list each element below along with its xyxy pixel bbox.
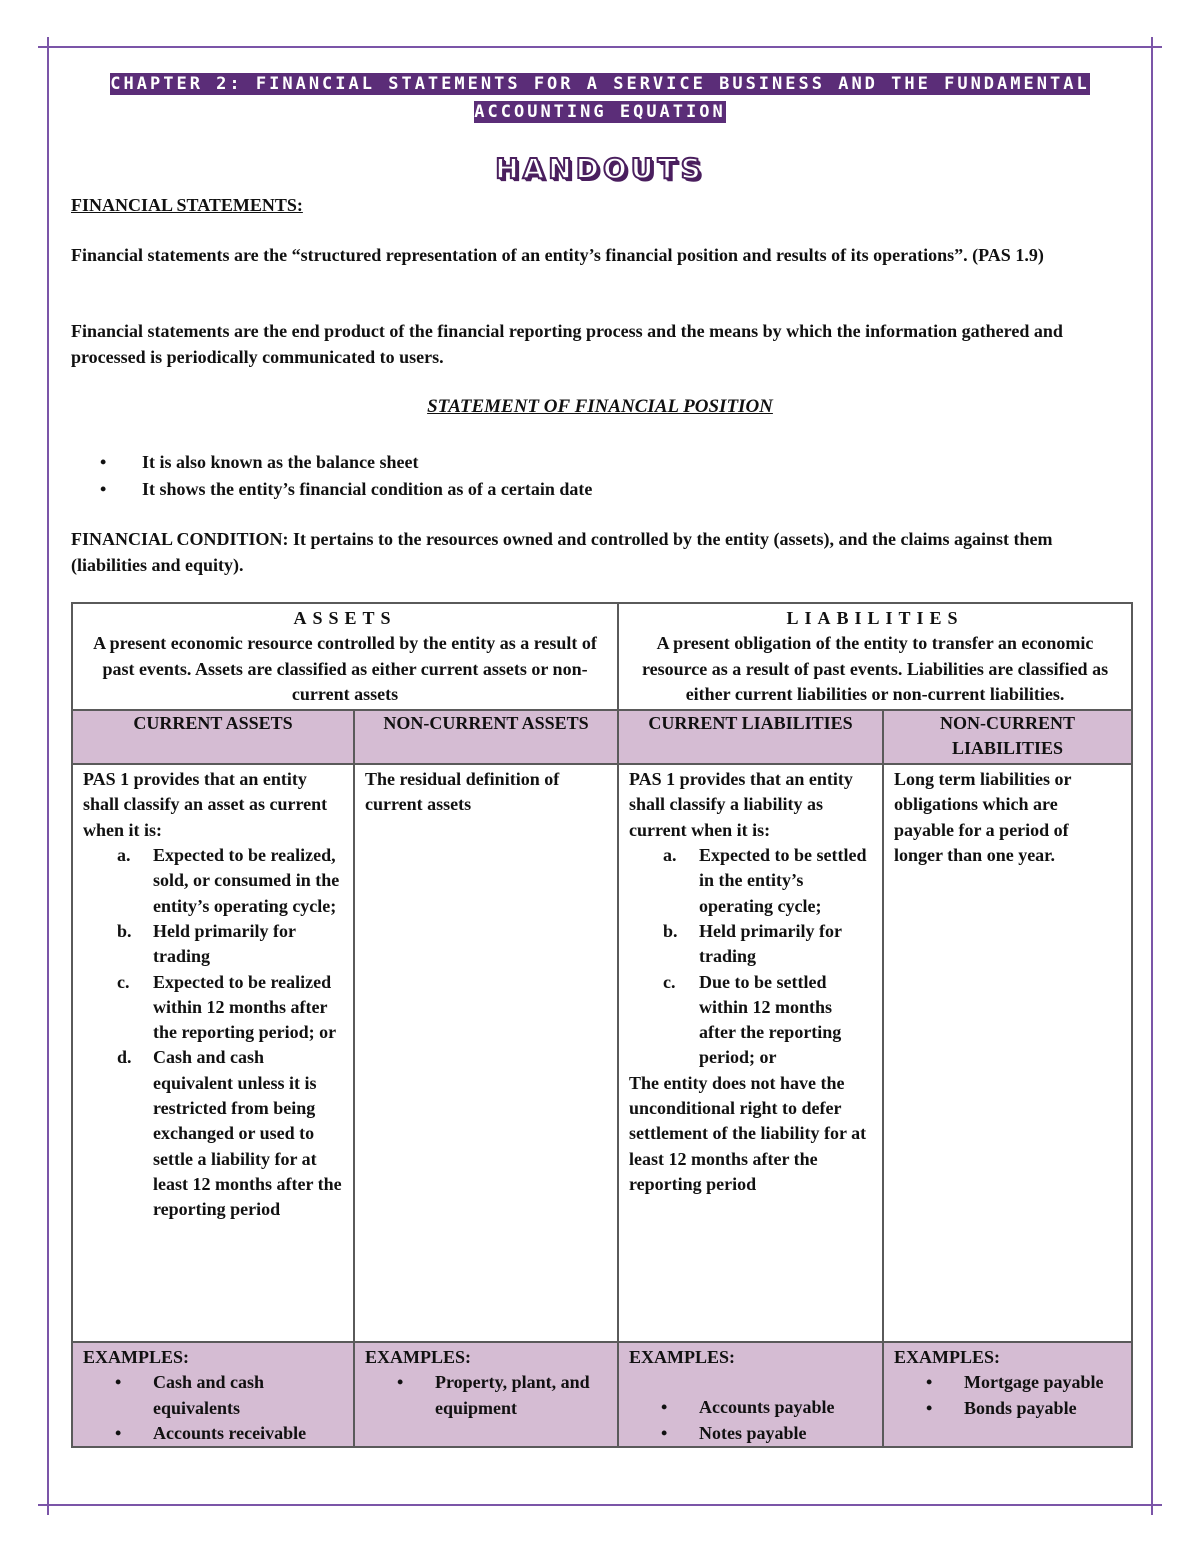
examples-list [894,1370,1121,1421]
list-item-text: Held primarily for trading [699,920,842,967]
list-item: • Mortgage payable [894,1370,1121,1395]
financial-condition-paragraph [71,527,1131,578]
column-header-noncurrent-assets: NON-CURRENT ASSETS [354,710,618,764]
current-liabilities-intro: PAS 1 provides that an entity shall classify a liability as current when it is: [629,769,853,840]
list-item-text: Due to be settled within 12 months after the reporting period; or [699,971,842,1068]
examples-label: EXAMPLES: [629,1347,736,1368]
list-marker: b. [117,920,132,941]
list-marker: d. [117,1047,132,1068]
list-item [647,843,872,919]
assets-definition: A present economic resource controlled by the entity as a result of past events. Assets are classified as either current assets or non-current assets [93,633,597,704]
table-row [72,764,1132,1342]
noncurrent-liabilities-cell [883,764,1132,1342]
examples-noncurrent-liabilities-cell [883,1342,1132,1447]
list-item-text: Held primarily for trading [153,920,296,967]
examples-list [629,1395,872,1446]
table-row [72,710,1132,764]
current-assets-cell [72,764,354,1342]
corner-mark-tl-v [47,37,49,47]
examples-label: EXAMPLES: [365,1347,472,1368]
examples-label: EXAMPLES: [894,1347,1001,1368]
corner-mark-br [1152,1504,1162,1506]
list-item-text: Expected to be realized within 12 months after the reporting period; or [153,971,337,1043]
list-marker: c. [663,971,676,992]
list-item-text: Expected to be settled in the entity’s operating cycle; [699,845,867,916]
end-product-paragraph: Financial statements are the end product of the financial reporting process and the means by which the information gathered and processed is periodically communicated to users. [71,321,1063,367]
corner-mark-tr-v [1151,37,1153,47]
noncurrent-assets-cell [354,764,618,1342]
list-item [101,970,343,1046]
financial-condition-text: It pertains to the resources owned and controlled by the entity (assets), and the claims against them (liabilities and equity). [71,529,1053,575]
current-liabilities-outro: The entity does not have the unconditional right to defer settlement of the liability for at least 12 months after the reporting period [629,1072,867,1194]
list-item: • It shows the entity’s financial condition as of a certain date [100,476,592,503]
examples-label: EXAMPLES: [83,1347,190,1368]
current-assets-intro: PAS 1 provides that an entity shall classify an asset as current when it is: [83,769,328,840]
list-item: • Cash and cash equivalents [83,1370,343,1421]
liabilities-header-cell [618,603,1132,710]
examples-list [83,1370,343,1446]
list-item [647,919,872,970]
current-liabilities-criteria [647,843,872,1071]
list-item [101,919,343,970]
chapter-title-line2: ACCOUNTING EQUATION [474,102,726,122]
current-assets-criteria [101,843,343,1222]
examples-noncurrent-assets-cell [354,1342,618,1447]
list-item: • It is also known as the balance sheet [100,449,592,476]
list-item [101,1045,343,1222]
current-liabilities-cell [618,764,883,1342]
list-item: • Bonds payable [894,1396,1121,1421]
list-item: • Notes payable [629,1421,872,1446]
liabilities-title: LIABILITIES [786,608,964,628]
assets-header-cell [72,603,618,710]
noncurrent-assets-text: The residual definition of current assets [365,769,560,815]
column-header-current-liabilities: CURRENT LIABILITIES [618,710,883,764]
examples-list [365,1370,607,1421]
financial-statements-section [71,193,1131,219]
noncurrent-liabilities-text: Long term liabilities or obligations which are payable for a period of longer than one year. [894,769,1072,866]
sofp-bullets [100,449,592,503]
examples-current-liabilities-cell [618,1342,883,1447]
chapter-title [60,70,1140,126]
assets-title: ASSETS [293,608,397,628]
examples-current-assets-cell [72,1342,354,1447]
column-header-noncurrent-liabilities: NON-CURRENT LIABILITIES [883,710,1132,764]
sofp-title: STATEMENT OF FINANCIAL POSITION [427,396,773,417]
financial-condition-label: FINANCIAL CONDITION: [71,529,289,549]
list-item: • Accounts receivable [83,1421,343,1446]
list-item: • Accounts payable [629,1395,872,1420]
chapter-title-line1: CHAPTER 2: FINANCIAL STATEMENTS FOR A SERVICE BUSINESS AND THE FUNDAMENTAL [110,74,1090,94]
liabilities-definition: A present obligation of the entity to transfer an economic resource as a result of past events. Liabilities are classified as either current liabilities or non-current liabilities. [641,633,1109,704]
column-header-current-assets: CURRENT ASSETS [72,710,354,764]
list-marker: a. [663,845,677,866]
corner-mark-tr [1152,46,1162,48]
financial-position-table [71,602,1133,1448]
financial-statements-heading: FINANCIAL STATEMENTS: [71,195,303,215]
list-item-text: Cash and cash equivalent unless it is restricted from being exchanged or used to settle a liability for at least 12 months after the reporting period [153,1047,342,1220]
list-marker: a. [117,845,131,866]
list-item-text: Expected to be realized, sold, or consumed in the entity’s operating cycle; [153,845,340,916]
handouts-title: HANDOUTS [495,152,705,185]
definition-paragraph: Financial statements are the “structured representation of an entity’s financial position and results of its operations”. (PAS 1.9) [71,245,1044,265]
list-item [101,843,343,919]
list-marker: c. [117,971,130,992]
corner-mark-br-v [1151,1505,1153,1515]
corner-mark-bl-v [47,1505,49,1515]
list-marker: b. [663,920,678,941]
list-item: • Property, plant, and equipment [365,1370,607,1421]
table-row [72,1342,1132,1447]
table-row [72,603,1132,710]
list-item [647,970,872,1071]
